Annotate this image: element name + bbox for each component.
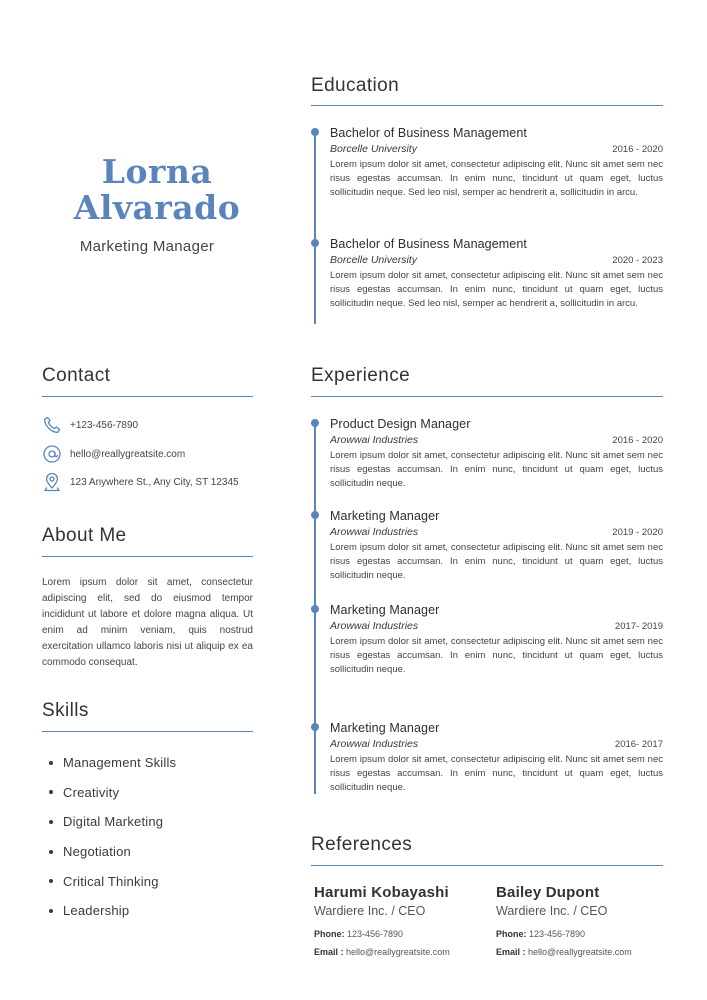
degree-title: Bachelor of Business Management bbox=[330, 126, 527, 140]
location-pin-icon bbox=[42, 472, 62, 492]
entry-description: Lorem ipsum dolor sit amet, consectetur adipiscing elit. Nunc sit amet sem nec risus egestas accumsan. In enim nunc, tincidunt ut quam eget, luctus sollicitudin neque. bbox=[330, 754, 663, 794]
reference-email: Email : hello@reallygreatsite.com bbox=[314, 947, 450, 957]
contact-address bbox=[42, 471, 239, 493]
contact-phone bbox=[42, 414, 138, 436]
email-address: hello@reallygreatsite.com bbox=[70, 448, 186, 460]
company-name: Arowwai Industries bbox=[330, 620, 419, 632]
job-title: Product Design Manager bbox=[330, 417, 471, 431]
at-sign-icon bbox=[42, 444, 62, 464]
timeline-dot bbox=[311, 511, 319, 519]
timeline-dot bbox=[311, 605, 319, 613]
company-name: Arowwai Industries bbox=[330, 738, 419, 750]
date-range: 2019 - 2020 bbox=[612, 527, 663, 538]
experience-entry bbox=[330, 416, 663, 492]
school-name: Borcelle University bbox=[330, 143, 417, 155]
experience-entry bbox=[330, 602, 663, 678]
timeline-dot bbox=[311, 723, 319, 731]
date-range: 2016 - 2020 bbox=[612, 435, 663, 446]
contact-divider bbox=[42, 396, 253, 397]
reference-email: Email : hello@reallygreatsite.com bbox=[496, 947, 632, 957]
date-range: 2016- 2017 bbox=[614, 739, 663, 750]
date-range: 2016 - 2020 bbox=[612, 144, 663, 155]
reference-phone: Phone: 123-456-7890 bbox=[314, 929, 404, 939]
timeline-dot bbox=[311, 128, 319, 136]
list-item: Negotiation bbox=[42, 837, 176, 867]
list-item: Creativity bbox=[42, 778, 176, 808]
reference-phone: Phone: 123-456-7890 bbox=[496, 929, 586, 939]
phone-icon bbox=[42, 415, 62, 435]
list-item: Critical Thinking bbox=[42, 866, 176, 896]
company-name: Arowwai Industries bbox=[330, 434, 419, 446]
about-divider bbox=[42, 556, 253, 557]
contact-email bbox=[42, 443, 185, 465]
bullet bbox=[49, 909, 53, 913]
education-timeline bbox=[314, 130, 316, 324]
bullet bbox=[49, 820, 53, 824]
job-title: Marketing Manager bbox=[330, 721, 440, 735]
job-title: Marketing Manager bbox=[330, 509, 440, 523]
skills-divider bbox=[42, 731, 253, 732]
date-range: 2020 - 2023 bbox=[612, 255, 663, 266]
list-item: Leadership bbox=[42, 896, 176, 926]
street-address: 123 Anywhere St., Any City, ST 12345 bbox=[70, 476, 239, 488]
entry-description: Lorem ipsum dolor sit amet, consectetur adipiscing elit. Nunc sit amet sem nec risus egestas accumsan. In enim nunc, tincidunt ut quam eget, luctus sollicitudin neque. bbox=[330, 450, 663, 490]
education-heading: Education bbox=[311, 75, 400, 96]
reference-company: Wardiere Inc. / CEO bbox=[496, 904, 608, 918]
reference-name: Harumi Kobayashi bbox=[314, 884, 449, 901]
reference-card bbox=[314, 884, 494, 957]
phone-number: +123-456-7890 bbox=[70, 419, 139, 431]
job-role: Marketing Manager bbox=[79, 238, 215, 255]
skills-heading: Skills bbox=[42, 700, 89, 721]
entry-description: Lorem ipsum dolor sit amet, consectetur adipiscing elit. Nunc sit amet sem nec risus egestas accumsan. In enim nunc, tincidunt ut quam eget, luctus sollicitudin neque. bbox=[330, 636, 663, 676]
entry-description: Lorem ipsum dolor sit amet, consectetur adipiscing elit. Nunc sit amet sem nec risus egestas accumsan. In enim nunc, tincidunt ut quam eget, luctus sollicitudin neque. Sed leo nisl, semper ac hendrerit a, sollicitudin in arcu. bbox=[330, 159, 663, 199]
contact-heading: Contact bbox=[42, 365, 111, 386]
last-name: Alvarado bbox=[73, 188, 241, 227]
resume-name bbox=[42, 154, 272, 226]
list-item: Digital Marketing bbox=[42, 807, 176, 837]
entry-description: Lorem ipsum dolor sit amet, consectetur adipiscing elit. Nunc sit amet sem nec risus egestas accumsan. In enim nunc, tincidunt ut quam eget, luctus sollicitudin neque. bbox=[330, 542, 663, 582]
timeline-dot bbox=[311, 239, 319, 247]
education-entry bbox=[330, 125, 663, 201]
timeline-dot bbox=[311, 419, 319, 427]
company-name: Arowwai Industries bbox=[330, 526, 419, 538]
reference-company: Wardiere Inc. / CEO bbox=[314, 904, 426, 918]
experience-entry bbox=[330, 508, 663, 584]
experience-heading: Experience bbox=[311, 365, 411, 386]
school-name: Borcelle University bbox=[330, 254, 417, 266]
references-heading: References bbox=[311, 834, 413, 855]
job-title: Marketing Manager bbox=[330, 603, 440, 617]
date-range: 2017- 2019 bbox=[614, 621, 663, 632]
list-item: Management Skills bbox=[42, 748, 176, 778]
degree-title: Bachelor of Business Management bbox=[330, 237, 527, 251]
about-heading: About Me bbox=[42, 525, 127, 546]
reference-card bbox=[496, 884, 676, 957]
bullet bbox=[49, 761, 53, 765]
experience-divider bbox=[311, 396, 663, 397]
skills-list bbox=[42, 748, 176, 926]
experience-entry bbox=[330, 720, 663, 796]
education-entry bbox=[330, 236, 663, 312]
bullet bbox=[49, 879, 53, 883]
bullet bbox=[49, 790, 53, 794]
bullet bbox=[49, 850, 53, 854]
references-divider bbox=[311, 865, 663, 866]
education-divider bbox=[311, 105, 663, 106]
entry-description: Lorem ipsum dolor sit amet, consectetur adipiscing elit. Nunc sit amet sem nec risus egestas accumsan. In enim nunc, tincidunt ut quam eget, luctus sollicitudin neque. Sed leo nisl, semper ac hendrerit a, sollicitudin in arcu. bbox=[330, 270, 663, 310]
first-name: Lorna bbox=[101, 152, 213, 191]
reference-name: Bailey Dupont bbox=[496, 884, 600, 901]
about-text: Lorem ipsum dolor sit amet, consectetur adipiscing elit, sed do eiusmod tempor incididunt ut labore et dolore magna aliqua. Ut enim ad minim veniam, quis nostrud exercitation ullamco laboris nisi ut aliquip ex ea commodo consequat. bbox=[42, 577, 253, 668]
